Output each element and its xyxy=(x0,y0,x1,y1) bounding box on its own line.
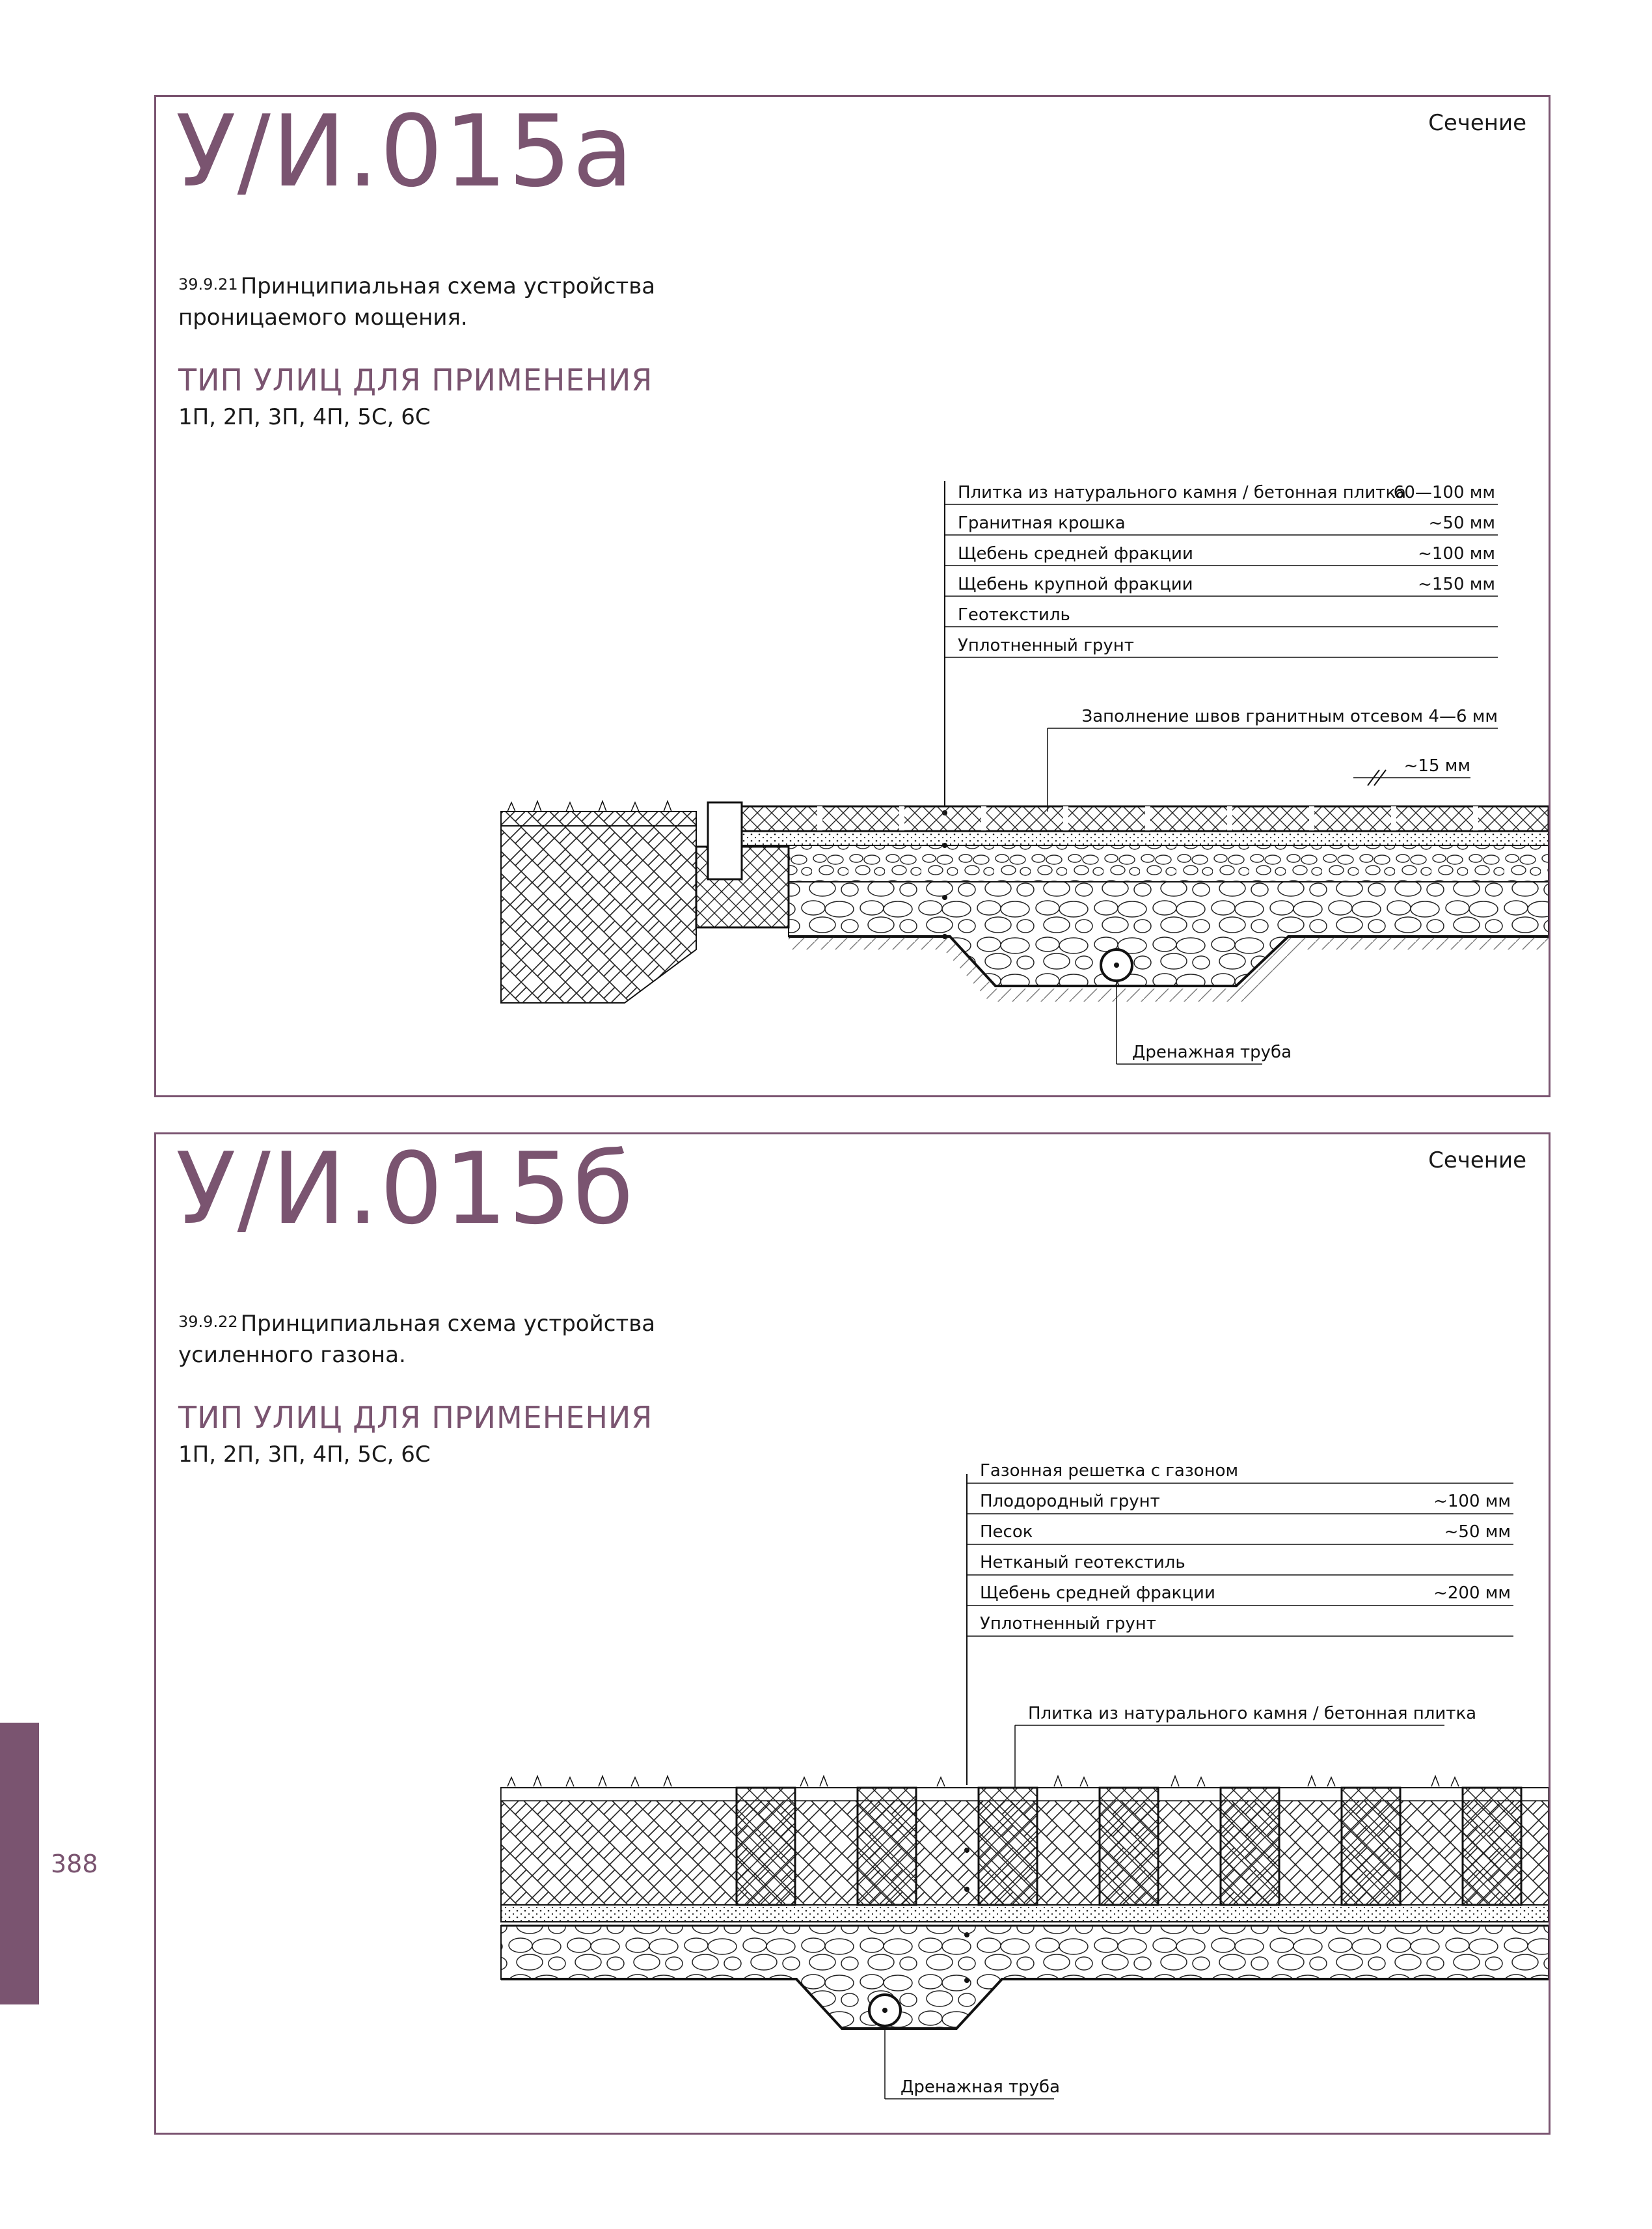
layer-thickness: ~50 мм xyxy=(1428,513,1495,533)
sand-layer xyxy=(501,1905,1549,1922)
street-type-heading: ТИП УЛИЦ ДЛЯ ПРИМЕНЕНИЯ xyxy=(178,362,653,398)
description-text: Принципиальная схема устройства усиленного газона. xyxy=(178,1311,656,1368)
layer-name: Нетканый геотекстиль xyxy=(980,1553,1185,1572)
section-label: Сечение xyxy=(1428,110,1526,136)
layer-thickness: ~50 мм xyxy=(1444,1522,1511,1542)
permeable-paving-section xyxy=(156,94,1549,1095)
section-panel-a xyxy=(154,95,1550,1097)
description-text: Принципиальная схема устройства проницаемого мощения. xyxy=(178,273,656,331)
page-number: 388 xyxy=(51,1850,98,1878)
section-panel-b xyxy=(154,1132,1550,2135)
layer-name: Плитка из натурального камня / бетонная плитка xyxy=(958,483,1407,502)
joint-width: ~15 мм xyxy=(1403,756,1470,776)
layer-name: Гранитная крошка xyxy=(958,513,1126,533)
grass xyxy=(508,1776,1459,1786)
pipe-label: Дренажная труба xyxy=(900,2077,1061,2097)
pipe-label: Дренажная труба xyxy=(1132,1043,1292,1062)
figure-number: 39.9.21 xyxy=(178,275,238,294)
tile-callout xyxy=(1015,1704,1476,1788)
layer-thickness: 60—100 мм xyxy=(1393,483,1495,502)
street-type-values: 1П, 2П, 3П, 4П, 5С, 6С xyxy=(178,404,431,430)
street-type-heading: ТИП УЛИЦ ДЛЯ ПРИМЕНЕНИЯ xyxy=(178,1400,653,1435)
layer-name: Щебень средней фракции xyxy=(958,544,1193,564)
layer-name: Плодородный грунт xyxy=(980,1492,1160,1511)
left-soil xyxy=(501,801,696,1003)
section-label: Сечение xyxy=(1428,1147,1526,1173)
layer-thickness: ~150 мм xyxy=(1418,575,1495,594)
joint-note: Заполнение швов гранитным отсевом 4—6 мм xyxy=(1081,707,1498,726)
joint-callout xyxy=(1048,707,1498,812)
figure-number: 39.9.22 xyxy=(178,1313,238,1331)
detail-code: У/И.015а xyxy=(176,94,635,209)
layer-name: Уплотненный грунт xyxy=(958,636,1134,655)
tile-note: Плитка из натурального камня / бетонная плитка xyxy=(1028,1704,1477,1723)
layer-name: Геотекстиль xyxy=(958,605,1070,625)
layer-name: Щебень крупной фракции xyxy=(958,575,1193,594)
layer-thickness: ~100 мм xyxy=(1433,1492,1511,1511)
layer-name: Щебень средней фракции xyxy=(980,1583,1215,1603)
lawn-grid xyxy=(501,1788,1549,1905)
page-tab xyxy=(0,1723,39,2004)
street-type-values: 1П, 2П, 3П, 4П, 5С, 6С xyxy=(178,1442,431,1468)
layer-thickness: ~200 мм xyxy=(1433,1583,1511,1603)
layer-name: Песок xyxy=(980,1522,1033,1542)
gravel-layer xyxy=(501,1926,1549,2029)
layer-name: Газонная решетка с газоном xyxy=(980,1461,1239,1481)
layer-name: Уплотненный грунт xyxy=(980,1614,1156,1634)
detail-code: У/И.015б xyxy=(176,1131,635,1246)
compacted-soil-line xyxy=(501,1979,1549,2029)
paving-layers xyxy=(742,806,1549,995)
reinforced-lawn-section xyxy=(156,1131,1549,2133)
layer-thickness: ~100 мм xyxy=(1418,544,1495,564)
